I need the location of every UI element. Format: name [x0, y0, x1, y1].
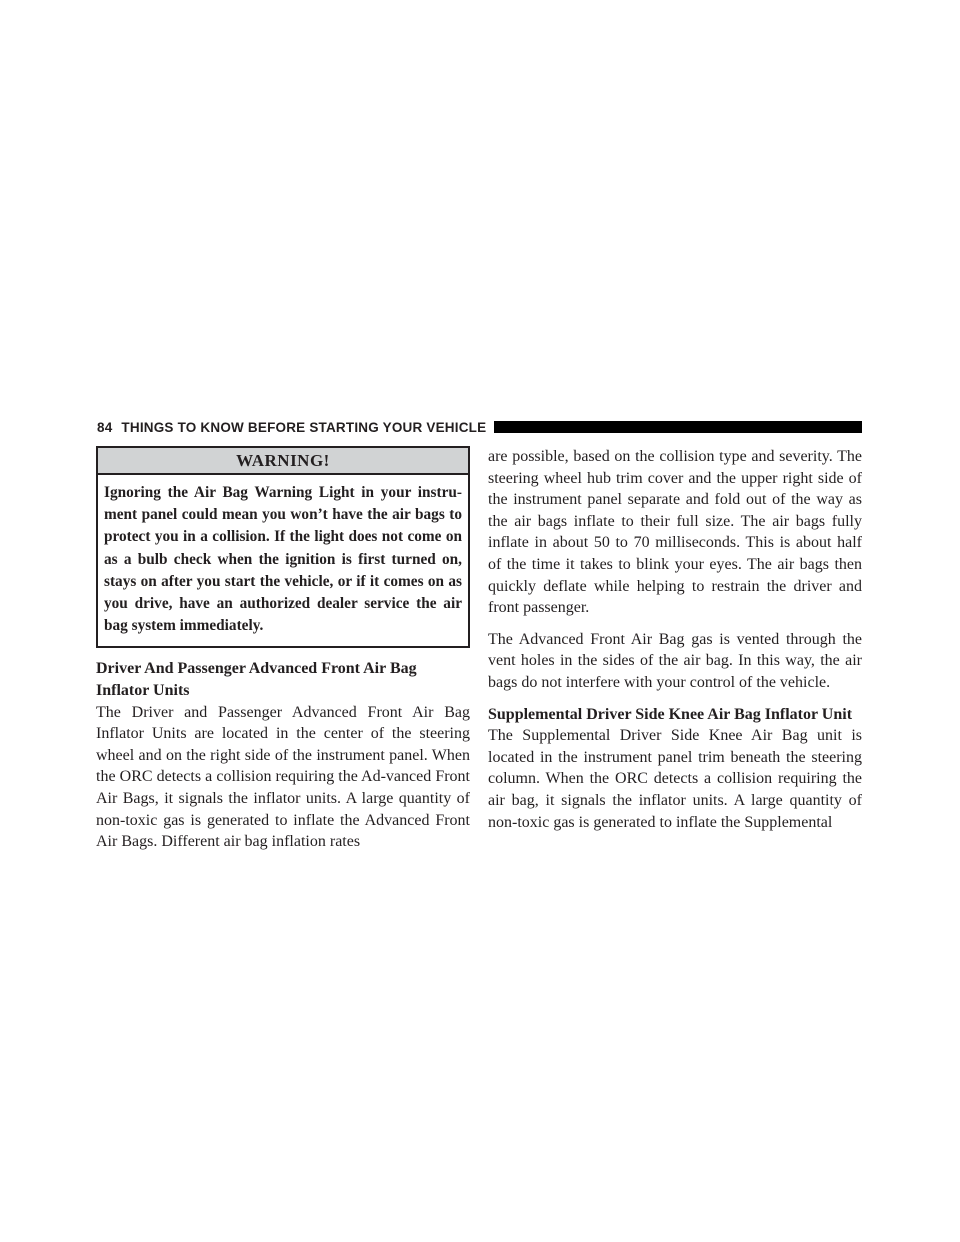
paragraph-inflator-units: The Driver and Passenger Advanced Front Air Bag Inflator Units are located in the center of the steering wheel and on the right side of the instrument panel. When the ORC detects a collision requiring the Ad-vanced Front Air Bags, it signals the inflator units. A large quantity of non-toxic gas is generated to inflate the Advanced Front Air Bags. Different air bag inflation rates [96, 703, 470, 851]
header-rule [494, 421, 862, 433]
warning-text: Ignoring the Air Bag Warning Light in your instru-ment panel could mean you won’t have the air bags to protect you in a collision. If the light does not come on as a bulb check when the ignition is first turned on, stays on after you start the vehicle, or if it comes on as you drive, have an authorized dealer service the air bag system immediately. [104, 484, 462, 635]
paragraph-gas-vented: The Advanced Front Air Bag gas is vented through the vent holes in the sides of the air bag. In this way, the air bags do not interfere with your control of the vehicle. [488, 630, 862, 691]
paragraph-knee-air-bag: The Supplemental Driver Side Knee Air Bag unit is located in the instrument panel trim beneath the steering column. When the ORC detects a collision requiring the air bag, it signals the inflator units. A large quantity of non-toxic gas is generated to inflate the Supplemental [488, 727, 862, 831]
page-number: 84 [97, 419, 113, 435]
paragraph-inflation-rates: are possible, based on the collision type and severity. The steering wheel hub trim cover and the upper right side of the instrument panel separate and fold out of the way as the air bags inflate to their full size. The air bags fully inflate in about 50 to 70 milliseconds. This is about half of the time it takes to blink your eyes. The air bags then quickly deflate while helping to restrain the driver and front passenger. [488, 448, 862, 617]
section-title: THINGS TO KNOW BEFORE STARTING YOUR VEHICLE [121, 419, 487, 435]
section-heading-knee-air-bag: Supplemental Driver Side Knee Air Bag Inflator Unit [488, 705, 853, 723]
section-heading-front-air-bag: Driver And Passenger Advanced Front Air Bag Inflator Units [96, 660, 417, 700]
left-column [96, 446, 470, 853]
page-header [97, 416, 862, 438]
warning-box [96, 446, 470, 648]
right-column [488, 446, 862, 833]
warning-title: WARNING! [98, 448, 468, 475]
